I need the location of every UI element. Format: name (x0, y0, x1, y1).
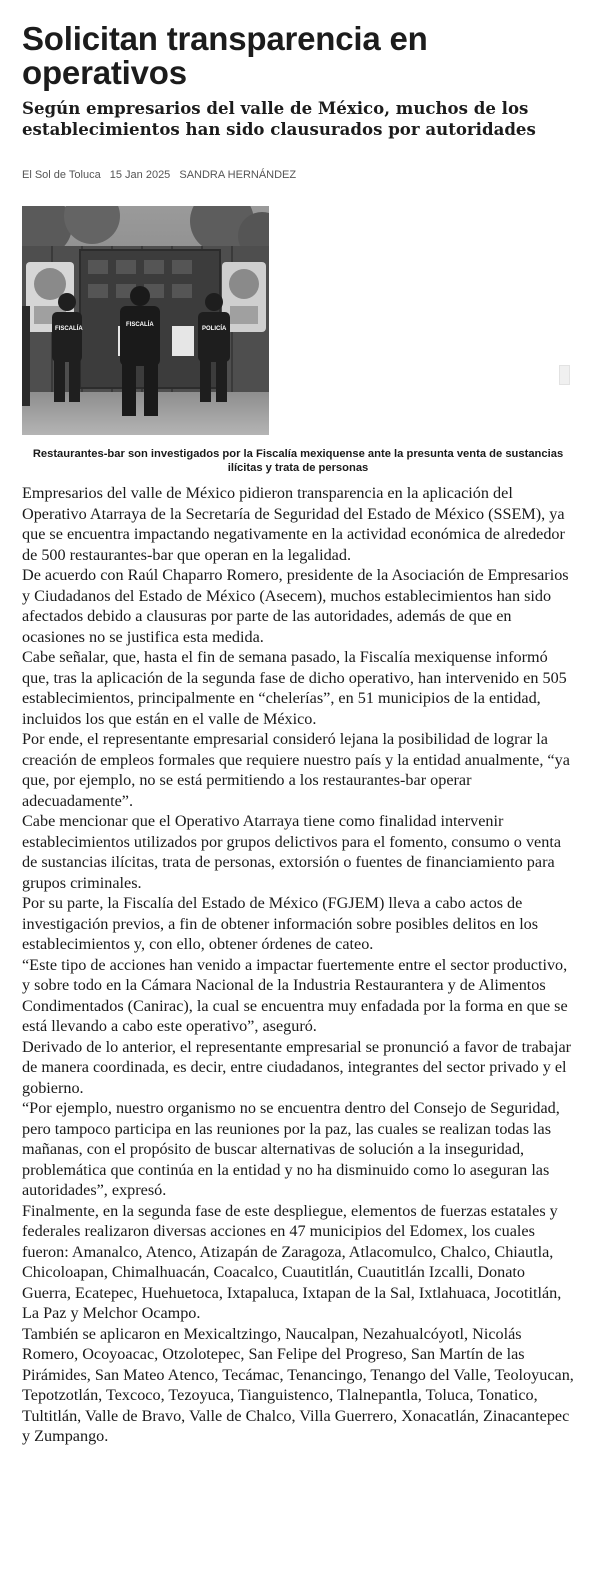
photo-caption: Restaurantes-bar son investigados por la Fiscalía mexiquense ante la presunta venta de sustancias ilícitas y trata de personas (32, 448, 564, 474)
photo-row (22, 206, 574, 435)
photo-vest-label-fiscalia-left: FISCALÍA (55, 326, 83, 332)
article-subhead: Según empresarios del valle de México, muchos de los establecimientos han sido clausurados por autoridades (22, 98, 536, 139)
article-byline (22, 169, 574, 183)
article-date: 15 Jan 2025 (109, 169, 171, 181)
body-paragraph: Por ende, el representante empresarial consideró lejana la posibilidad de lograr la creación de empleos formales que requiere nuestro país y la entidad anualmente, “ya que, por ejemplo, no se está permitiendo a los restaurantes-bar operar adecuadamente”. (22, 730, 570, 810)
body-paragraph: “Por ejemplo, nuestro organismo no se encuentra dentro del Consejo de Seguridad, pero tampoco participa en las reuniones por la paz, las cuales se realizan todas las mañanas, con el propósito de buscar alternativas de solución a la inseguridad, problemática que continúa en la entidad y no ha disminuido como lo aseguran las autoridades”, expresó. (22, 1099, 560, 1199)
article-author: SANDRA HERNÁNDEZ (179, 169, 297, 181)
body-paragraph: Cabe señalar, que, hasta el fin de semana pasado, la Fiscalía mexiquense informó que, tras la aplicación de la segunda fase de dicho operativo, han intervenido en 505 establecimientos, principalmente en “chelerías”, en 51 municipios de la entidad, incluidos los que están en el valle de México. (22, 648, 567, 728)
body-paragraph: También se aplicaron en Mexicaltzingo, Naucalpan, Nezahualcóyotl, Nicolás Romero, Ocoyoacac, Otzolotepec, San Felipe del Progreso, San Martín de las Pirámides, San Mateo Atenco, Tecámac, Tenancingo, Tenango del Valle, Teoloyucan, Tepotzotlán, Texcoco, Tezoyuca, Tianguistenco, Tlalnepantla, Toluca, Tonatico, Tultitlán, Valle de Bravo, Valle de Chalco, Villa Guerrero, Xonacatlán, Zinacantepec y Zumpango. (22, 1324, 574, 1445)
photo-vest-label-fiscalia-center: FISCALÍA (126, 322, 154, 328)
photo-vest-label-policia: POLICÍA (202, 326, 227, 332)
body-paragraph: Finalmente, en la segunda fase de este despliegue, elementos de fuerzas estatales y federales realizaron diversas acciones en 47 municipios del Edomex, los cuales fueron: Amanalco, Atenco, Atizapán de Zaragoza, Atlacomulco, Chalco, Chiautla, Chicoloapan, Chimalhuacán, Coacalco, Cuautitlán, Cuautitlán Izcalli, Donato Guerra, Ecatepec, Huehuetoca, Ixtapaluca, Ixtapan de la Sal, Ixtlahuaca, Jocotitlán, La Paz y Melchor Ocampo. (22, 1201, 562, 1322)
article-photo (22, 206, 269, 435)
body-paragraph: Cabe mencionar que el Operativo Atarraya tiene como finalidad intervenir establecimientos utilizados por grupos delictivos para el fomento, consumo o venta de sustancias ilícitas, trata de personas, extorsión o fuentes de financiamiento para grupos criminales. (22, 812, 562, 892)
article (22, 22, 574, 1447)
article-photo-drawing (22, 206, 269, 435)
body-paragraph: Por su parte, la Fiscalía del Estado de México (FGJEM) lleva a cabo actos de investigación previos, a fin de obtener información sobre posibles delitos en los establecimientos y, con ello, obtener órdenes de cateo. (22, 894, 539, 953)
body-paragraph: “Este tipo de acciones han venido a impactar fuertemente entre el sector productivo, y sobre todo en la Cámara Nacional de la Industria Restaurantera y de Alimentos (22, 955, 568, 994)
body-paragraph: Derivado de lo anterior, el representante empresarial se pronunció a favor de trabajar de manera coordinada, es decir, entre ciudadanos, integrantes del sector privado y el gobierno. (22, 1037, 572, 1097)
article-headline: Solicitan transparencia en operativos (22, 20, 428, 91)
body-paragraph: De acuerdo con Raúl Chaparro Romero, presidente de la Asociación de Empresarios y Ciudadanos del Estado de México (Asecem), muchos establecimientos han sido afectados debido a clausuras por parte de las autoridades, además de que en ocasiones no se justifica esta medida. (22, 566, 569, 646)
body-paragraph: Empresarios del valle de México pidieron transparencia en la aplicación del Operativo Atarraya de la Secretaría de Seguridad del Estado de México (SSEM), ya que se encuentra impactando negativamente en la actividad económica de alrededor de 500 restaurantes-bar que operan en la legalidad. (22, 484, 565, 564)
article-body (22, 483, 574, 1447)
article-source: El Sol de Toluca (22, 169, 101, 181)
side-thumbnail-icon[interactable] (559, 365, 570, 385)
body-paragraph: Condimentados (Canirac), la cual se encuentra muy enfadada por la forma en que se está llevando a cabo este operativo”, aseguró. (22, 996, 568, 1035)
